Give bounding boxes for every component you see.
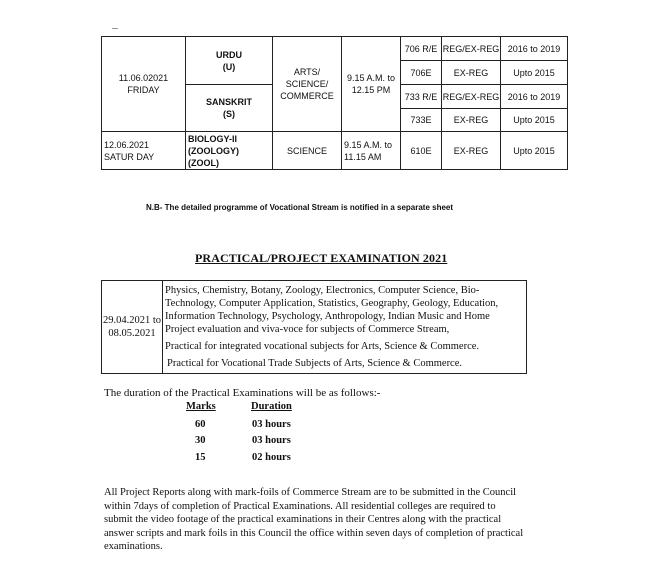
years-cell: Upto 2015 xyxy=(501,61,568,85)
subject-cell-biology: BIOLOGY-II (ZOOLOGY) (ZOOL) xyxy=(186,132,273,170)
duration-intro: The duration of the Practical Examinations will be as follows:- xyxy=(104,387,381,399)
subject-cell-urdu: URDU (U) xyxy=(186,37,273,85)
marks-value: 60 xyxy=(195,419,206,430)
practical-schedule-table xyxy=(101,280,527,374)
paper-code-cell: 706E xyxy=(401,61,442,85)
subject-line: Information Technology, Psychology, Anthropology, Indian Music and Home xyxy=(165,311,490,322)
trade-line: Practical for Vocational Trade Subjects of Arts, Science & Commerce. xyxy=(167,358,463,369)
subject-line: Technology, Computer Application, Statistics, Geography, Geology, Education, xyxy=(165,298,499,309)
paper-code-cell: 733E xyxy=(401,109,442,132)
years-cell: Upto 2015 xyxy=(501,109,568,132)
exam-schedule-table xyxy=(101,36,568,170)
duration-value: 03 hours xyxy=(252,419,291,430)
years-cell: 2016 to 2019 xyxy=(501,37,568,61)
candidate-type-cell: EX-REG xyxy=(442,132,501,170)
subject-line: Project evaluation and viva-voce for subjects of Commerce Stream, xyxy=(165,324,450,335)
candidate-type-cell: REG/EX-REG xyxy=(442,85,501,109)
stream-cell: ARTS/ SCIENCE/ COMMERCE xyxy=(273,37,342,132)
time-cell: 9.15 A.M. to 12.15 PM xyxy=(342,37,401,132)
vocational-note: N.B- The detailed programme of Vocational Stream is notified in a separate sheet xyxy=(146,203,454,212)
exam-date-cell: 12.06.2021 SATUR DAY xyxy=(102,132,186,170)
marks-value: 15 xyxy=(195,452,206,463)
candidate-type-cell: REG/EX-REG xyxy=(442,37,501,61)
paper-code-cell: 610E xyxy=(401,132,442,170)
practical-date-cell: 29.04.2021 to 08.05.2021 xyxy=(102,281,163,374)
duration-value: 03 hours xyxy=(252,435,291,446)
candidate-type-cell: EX-REG xyxy=(442,109,501,132)
page-corner-mark xyxy=(112,28,118,29)
practical-subjects-cell xyxy=(163,281,527,374)
subject-cell-sanskrit: SANSKRIT (S) xyxy=(186,85,273,132)
practical-heading: PRACTICAL/PROJECT EXAMINATION 2021 xyxy=(195,251,448,265)
marks-header: Marks xyxy=(186,401,216,412)
marks-value: 30 xyxy=(195,435,206,446)
exam-date-cell: 11.06.02021 FRIDAY xyxy=(102,37,186,132)
duration-value: 02 hours xyxy=(252,452,291,463)
submission-instructions: All Project Reports along with mark-foils of Commerce Stream are to be submitted in the Council within 7days of completion of Practical Examinations. All residential colleges are required to submit the video footage of the practical examinations in their Centres along with the practical answer scripts and mark foils in this Council the office within seven days of completion of practical examinations. xyxy=(104,487,524,552)
duration-header: Duration xyxy=(251,401,292,412)
subject-line: Physics, Chemistry, Botany, Zoology, Electronics, Computer Science, Bio- xyxy=(165,285,480,296)
years-cell: Upto 2015 xyxy=(501,132,568,170)
vocational-line: Practical for integrated vocational subjects for Arts, Science & Commerce. xyxy=(165,341,480,352)
paper-code-cell: 733 R/E xyxy=(401,85,442,109)
stream-cell: SCIENCE xyxy=(273,132,342,170)
paper-code-cell: 706 R/E xyxy=(401,37,442,61)
time-cell: 9.15 A.M. to 11.15 AM xyxy=(342,132,401,170)
years-cell: 2016 to 2019 xyxy=(501,85,568,109)
candidate-type-cell: EX-REG xyxy=(442,61,501,85)
